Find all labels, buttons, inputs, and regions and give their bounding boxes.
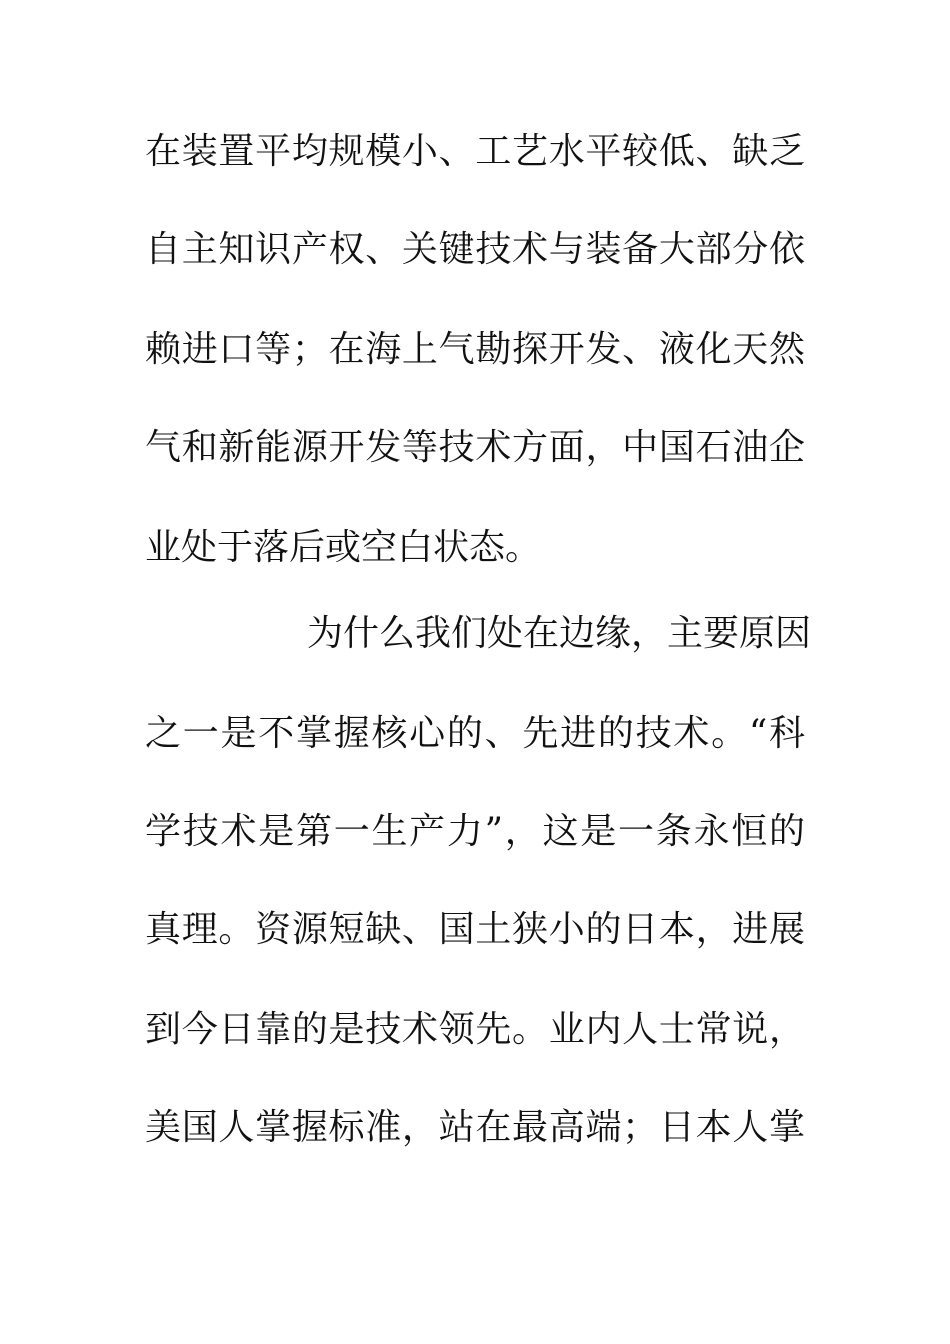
paragraph-1-line-2: 自主知识产权、关键技术与装备大部分依 [145, 229, 805, 270]
paragraph-2-line-4: 真理。资源短缺、国土狭小的日本，进展 [145, 909, 805, 950]
paragraph-1-line-3: 赖进口等；在海上气勘探开发、液化天然 [145, 329, 805, 370]
paragraph-2-line-3: 学技术是第一生产力”，这是一条永恒的 [145, 811, 805, 852]
paragraph-1-line-5: 业处于落后或空白状态。 [145, 527, 542, 568]
paragraph-1-line-1: 在装置平均规模小、工艺水平较低、缺乏 [145, 131, 805, 172]
paragraph-2-line-6: 美国人掌握标准，站在最高端；日本人掌 [145, 1107, 805, 1148]
paragraph-2-line-1: 为什么我们处在边缘，主要原因 [307, 613, 812, 654]
paragraph-2-line-2: 之一是不掌握核心的、先进的技术。“科 [145, 713, 805, 754]
paragraph-1-line-4: 气和新能源开发等技术方面，中国石油企 [145, 427, 805, 468]
paragraph-2-line-5: 到今日靠的是技术领先。业内人士常说， [145, 1009, 805, 1050]
